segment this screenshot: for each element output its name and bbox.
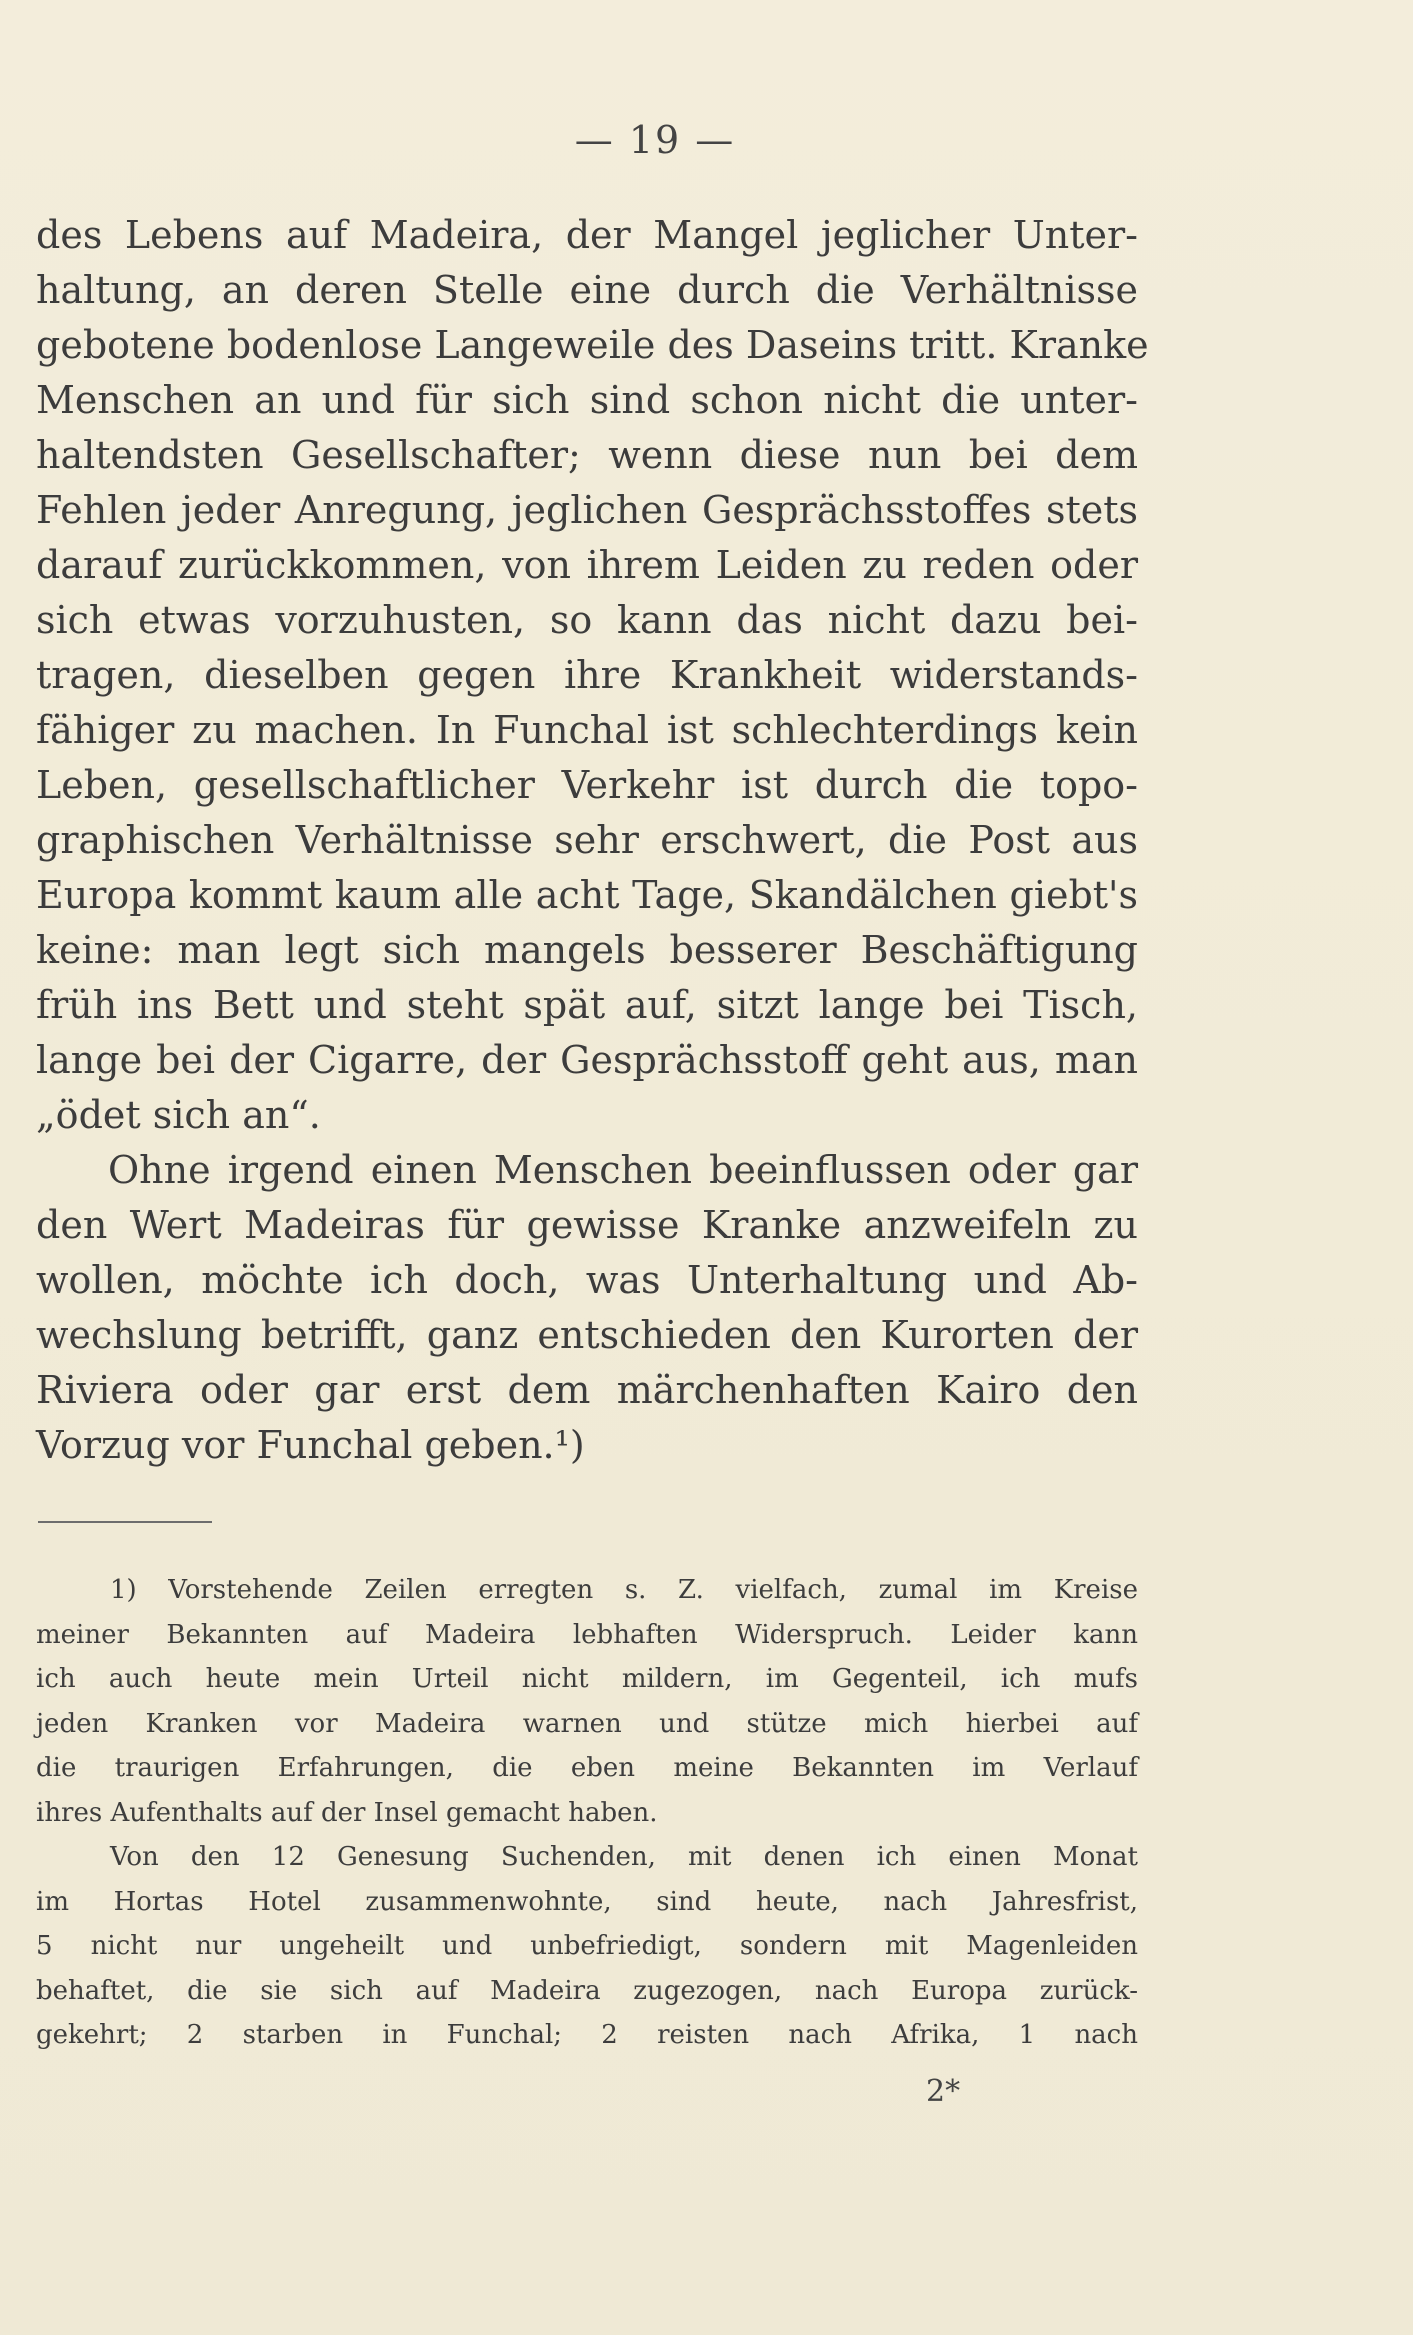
text-line: tragen, dieselben gegen ihre Krankheit widerstands-	[36, 653, 1138, 697]
page-number: — 19 —	[574, 118, 736, 162]
footnote-line: ich auch heute mein Urteil nicht mildern, im Gegenteil, ich mufs	[36, 1664, 1138, 1694]
text-line: keine: man legt sich mangels besserer Beschäftigung	[36, 928, 1138, 972]
footnote-line: die traurigen Erfahrungen, die eben meine Bekannten im Verlauf	[36, 1753, 1138, 1783]
text-line: Fehlen jeder Anregung, jeglichen Gesprächsstoffes stets	[36, 488, 1138, 532]
signature-mark: 2*	[926, 2074, 961, 2109]
text-line: lange bei der Cigarre, der Gesprächsstoff geht aus, man	[36, 1038, 1138, 1082]
footnote-line: im Hortas Hotel zusammenwohnte, sind heute, nach Jahresfrist,	[36, 1886, 1138, 1917]
text-line: Riviera oder gar erst dem märchenhaften Kairo den	[36, 1368, 1138, 1412]
text-line: früh ins Bett und steht spät auf, sitzt lange bei Tisch,	[36, 983, 1138, 1027]
text-line: Leben, gesellschaftlicher Verkehr ist durch die topo-	[36, 763, 1138, 807]
text-line: Menschen an und für sich sind schon nicht die unter-	[36, 378, 1138, 422]
footnote-block	[36, 1568, 1138, 2058]
text-line: den Wert Madeiras für gewisse Kranke anzweifeln zu	[36, 1203, 1138, 1247]
text-line: haltendsten Gesellschafter; wenn diese nun bei dem	[36, 433, 1138, 477]
text-line: wollen, möchte ich doch, was Unterhaltung und Ab-	[36, 1258, 1138, 1302]
footnote-line: 5 nicht nur ungeheilt und unbefriedigt, sondern mit Magenleiden	[36, 1931, 1138, 1961]
footnote-line: jeden Kranken vor Madeira warnen und stütze mich hierbei auf	[36, 1708, 1138, 1739]
footnote-divider	[38, 1521, 212, 1523]
footnote-line: behaftet, die sie sich auf Madeira zugezogen, nach Europa zurück-	[36, 1975, 1138, 2006]
footnote-line: 1) Vorstehende Zeilen erregten s. Z. vielfach, zumal im Kreise	[110, 1575, 1138, 1605]
text-line: graphischen Verhältnisse sehr erschwert, die Post aus	[36, 818, 1138, 862]
text-line: wechslung betrifft, ganz entschieden den Kurorten der	[36, 1313, 1138, 1357]
footnote-line: Von den 12 Genesung Suchenden, mit denen ich einen Monat	[110, 1842, 1138, 1872]
text-line: haltung, an deren Stelle eine durch die Verhältnisse	[36, 268, 1138, 312]
text-line: fähiger zu machen. In Funchal ist schlechterdings kein	[36, 708, 1138, 752]
text-line: sich etwas vorzuhusten, so kann das nicht dazu bei-	[36, 598, 1138, 642]
footnote-line: ihres Aufenthalts auf der Insel gemacht haben.	[36, 1797, 658, 1828]
text-line: Europa kommt kaum alle acht Tage, Skandälchen giebt's	[36, 873, 1138, 917]
footnote-line: gekehrt; 2 starben in Funchal; 2 reisten nach Afrika, 1 nach	[36, 2020, 1138, 2050]
text-line: des Lebens auf Madeira, der Mangel jeglicher Unter-	[36, 213, 1138, 257]
footnote-line: meiner Bekannten auf Madeira lebhaften Widerspruch. Leider kann	[36, 1619, 1138, 1650]
text-line: Vorzug vor Funchal geben.¹)	[36, 1423, 585, 1467]
text-line: gebotene bodenlose Langeweile des Daseins tritt. Kranke	[36, 323, 1149, 367]
text-line: „ödet sich an“.	[36, 1093, 321, 1137]
text-line: Ohne irgend einen Menschen beeinflussen oder gar	[108, 1148, 1138, 1192]
main-text-block	[36, 208, 1149, 1473]
text-line: darauf zurückkommen, von ihrem Leiden zu reden oder	[36, 543, 1138, 587]
